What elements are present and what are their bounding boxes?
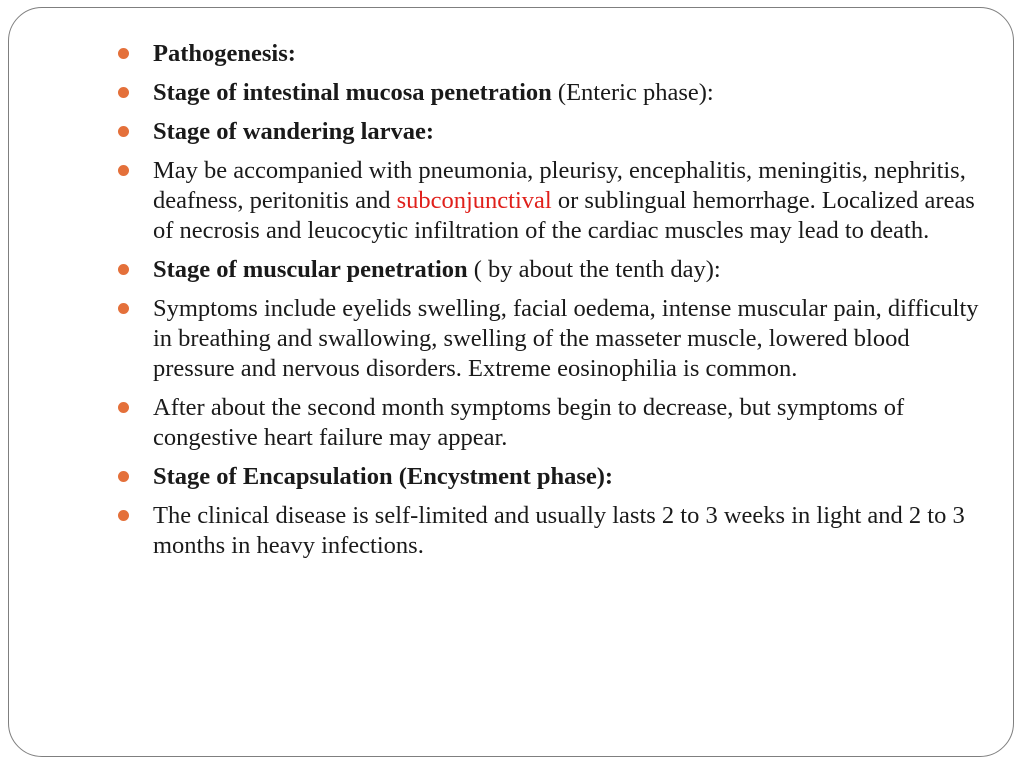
bullet-dot-icon	[118, 165, 129, 176]
bullet-wandering-details	[113, 156, 983, 246]
bullet-dot-icon	[118, 402, 129, 413]
bullet-second-month	[113, 393, 983, 453]
bullet-wandering-stage	[113, 117, 983, 147]
slide-content	[113, 39, 983, 570]
bullet-symptoms	[113, 294, 983, 384]
bullet-dot-icon	[118, 87, 129, 98]
heading-intestinal-penetration: Stage of intestinal mucosa penetration	[153, 79, 552, 106]
bullet-dot-icon	[118, 126, 129, 137]
muscular-timing-note: ( by about the tenth day):	[467, 256, 721, 283]
bullet-clinical-disease	[113, 501, 983, 561]
bullet-list	[113, 39, 983, 561]
bullet-muscular-stage	[113, 255, 983, 285]
bullet-encapsulation-stage	[113, 462, 983, 492]
clinical-disease-text: The clinical disease is self-limited and usually lasts 2 to 3 weeks in light and 2 to 3 months in heavy infections.	[153, 502, 965, 559]
wandering-details-pre: May be accompanied with pneumonia, pleurisy, encephalitis, meningitis, nephritis, deafness, peritonitis and	[153, 157, 966, 214]
bullet-dot-icon	[118, 471, 129, 482]
bullet-pathogenesis	[113, 39, 983, 69]
enteric-phase-note: (Enteric phase):	[551, 79, 714, 106]
bullet-dot-icon	[118, 303, 129, 314]
bullet-dot-icon	[118, 48, 129, 59]
highlight-subconjunctival: subconjunctival	[396, 187, 552, 214]
heading-encapsulation: Stage of Encapsulation (Encystment phase):	[153, 463, 614, 490]
heading-wandering-larvae: Stage of wandering larvae:	[153, 118, 435, 145]
bullet-enteric-stage	[113, 78, 983, 108]
heading-muscular-penetration: Stage of muscular penetration	[153, 256, 468, 283]
heading-pathogenesis: Pathogenesis:	[153, 40, 296, 67]
bullet-dot-icon	[118, 264, 129, 275]
symptoms-text: Symptoms include eyelids swelling, facial oedema, intense muscular pain, difficulty in breathing and swallowing, swelling of the masseter muscle, lowered blood pressure and nervous disorders. Extreme eosinophilia is common.	[153, 295, 979, 382]
bullet-dot-icon	[118, 510, 129, 521]
second-month-text: After about the second month symptoms begin to decrease, but symptoms of congestive heart failure may appear.	[153, 394, 905, 451]
wandering-details-post: or sublingual hemorrhage. Localized areas of necrosis and leucocytic infiltration of the cardiac muscles may lead to death.	[153, 187, 975, 244]
slide-frame	[8, 7, 1014, 757]
